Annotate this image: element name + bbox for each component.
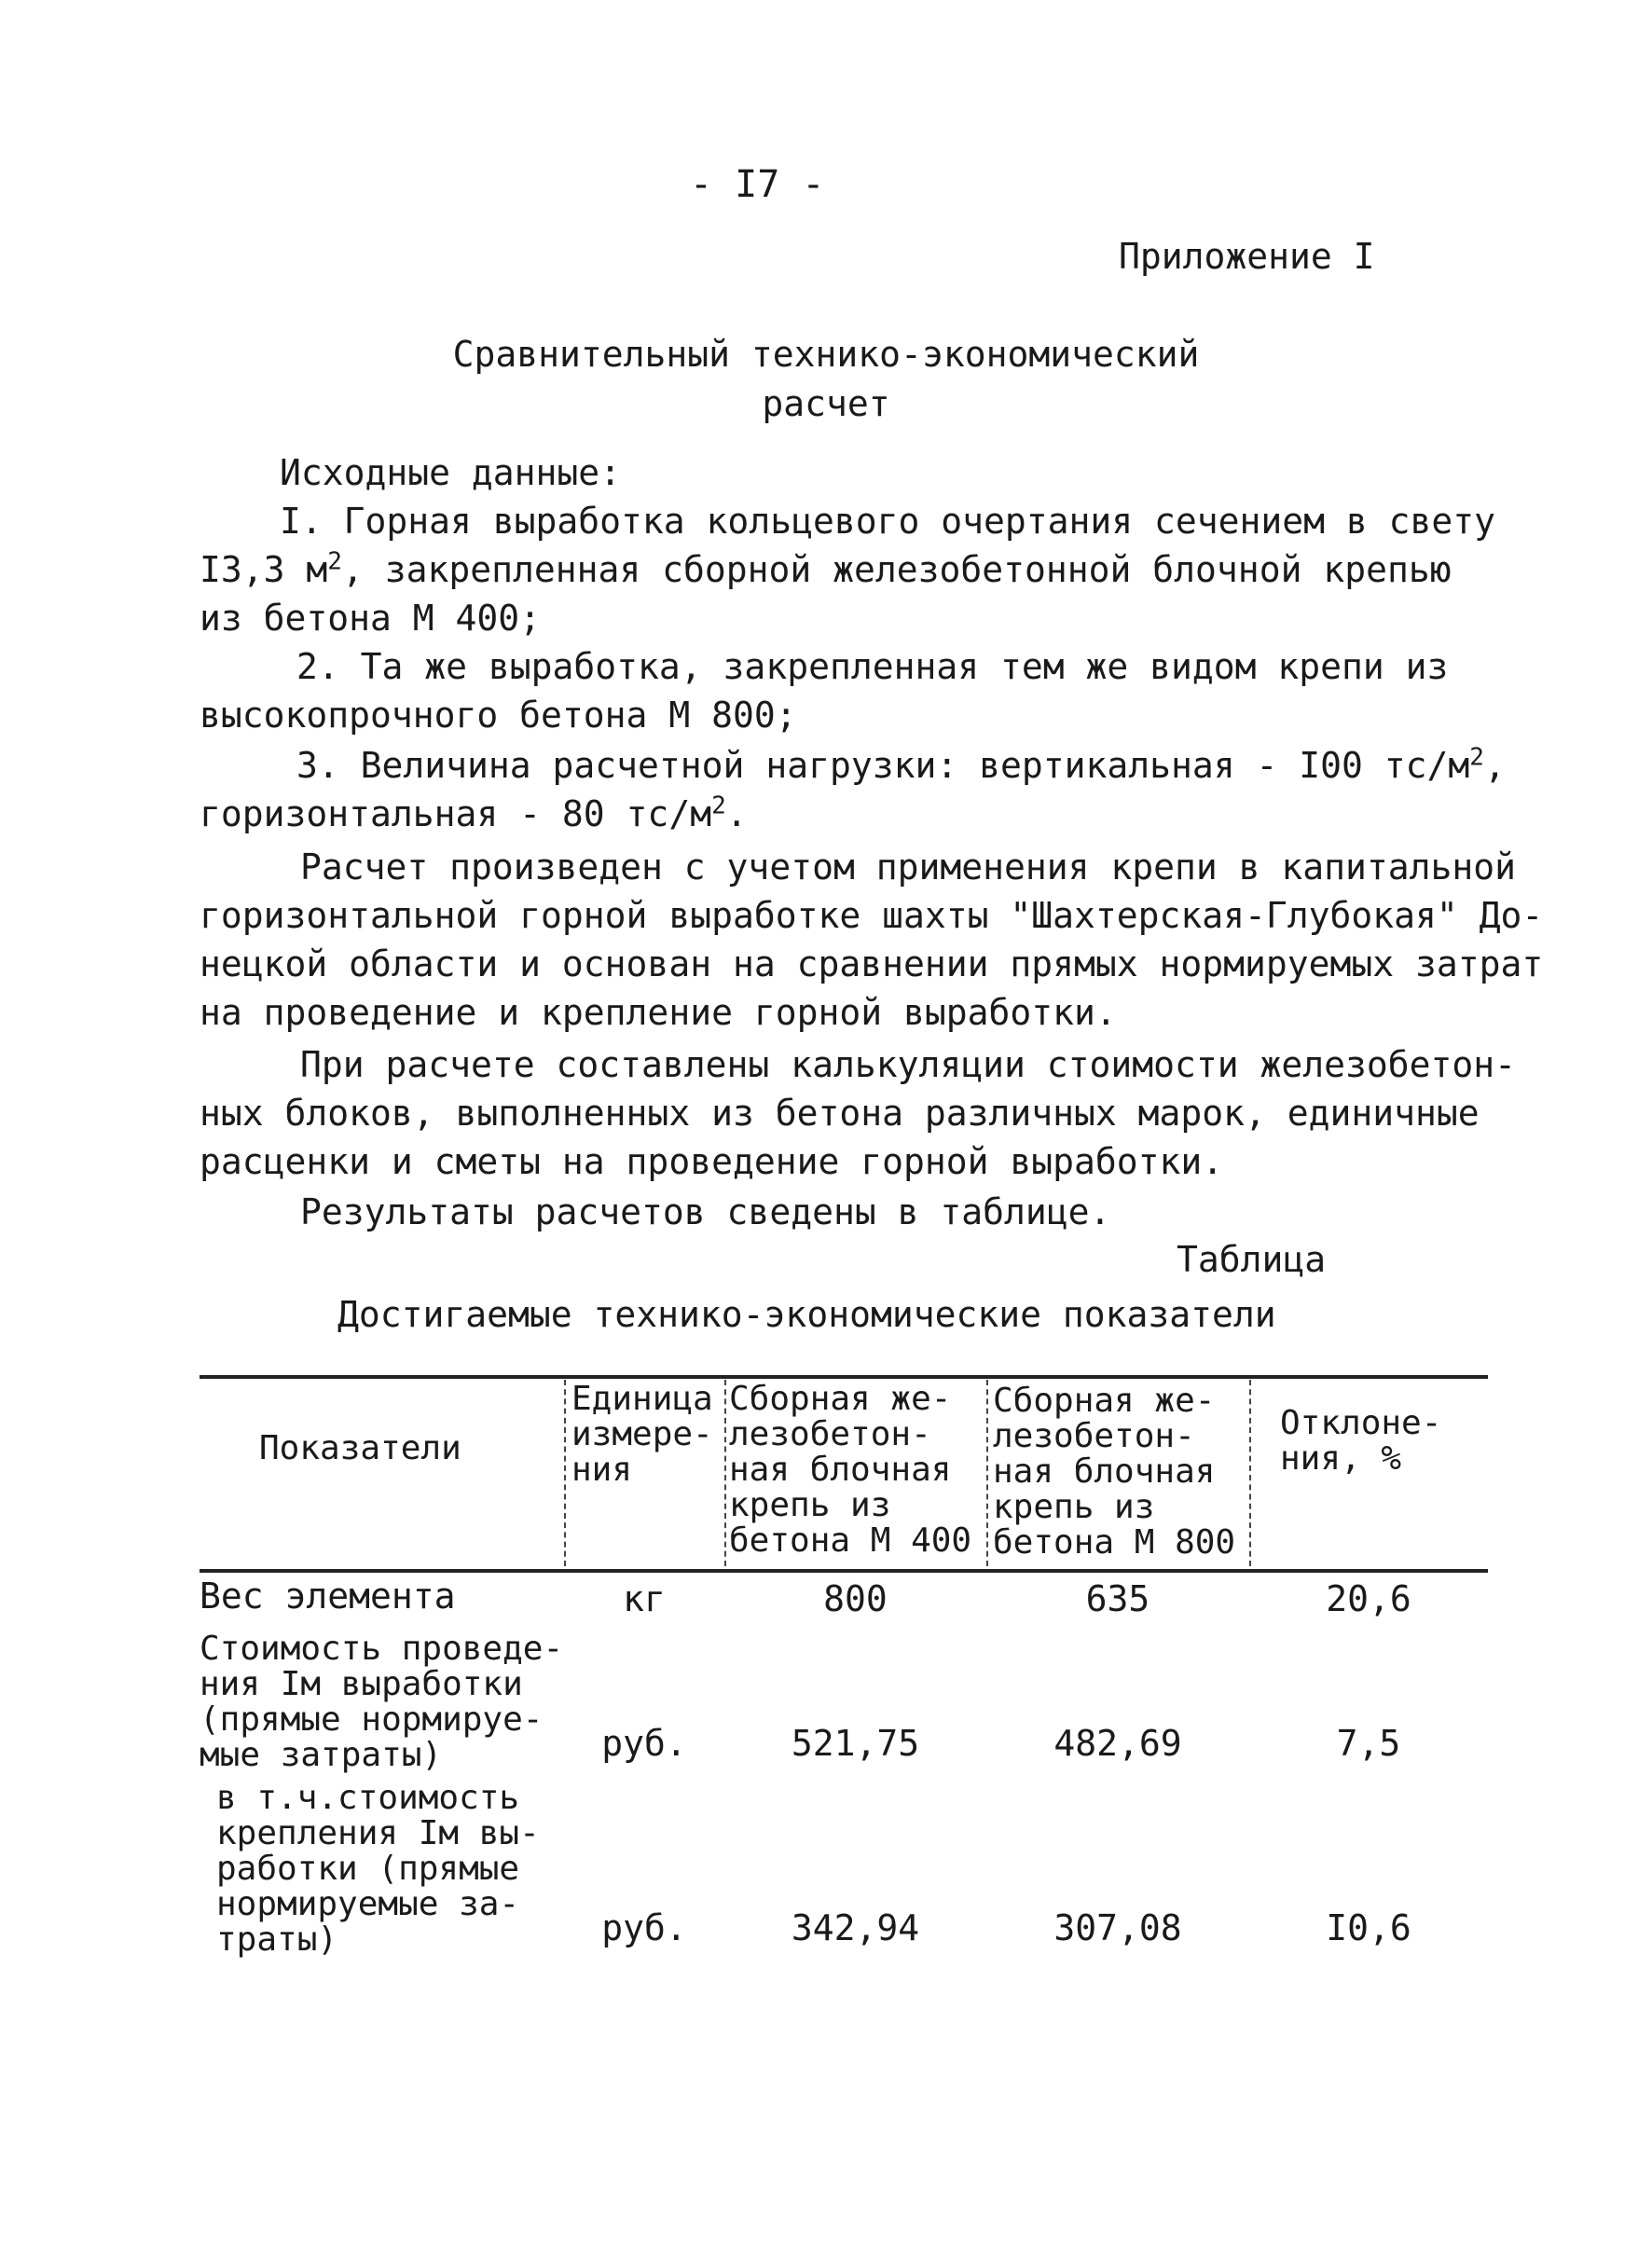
item-1-line-1: I. Горная выработка кольцевого очертания сечением в свету [280,501,1496,542]
item-1-line-2: I3,3 $м^2$, закрепленная сборной железобетонной блочной крепью [200,547,1452,590]
table-row-unit: руб. [601,1723,687,1764]
header-m400: Сборная же- лезобетон- ная блочная крепь из бетона М 400 [729,1380,972,1560]
table-row-m400: 521,75 [791,1723,920,1764]
item-2-line-1: 2. Та же выработка, закрепленная тем же видом крепи из [296,646,1449,687]
table-row-m800: 482,69 [1053,1723,1182,1764]
paragraph-2-line-1: При расчете составлены калькуляции стоимости железобетон- [300,1044,1517,1085]
paragraph-1-line-3: нецкой области и основан на сравнении прямых нормируемых затрат [200,943,1544,984]
table-row-unit: кг [623,1578,666,1619]
appendix-label: Приложение I [1119,236,1375,277]
document-title-line-2: расчет [762,383,890,424]
table-header-rule [200,1569,1488,1573]
table-row-m400: 342,94 [791,1907,920,1948]
page-number: - I7 - [690,163,825,206]
table-top-rule [200,1375,1488,1379]
header-unit: Единица измере- ния [571,1380,713,1489]
table-row-deviation: 20,6 [1326,1578,1411,1619]
table-row-m800: 307,08 [1053,1907,1182,1948]
paragraph-1-line-2: горизонтальной горной выработке шахты "Шахтерская-Глубокая" До- [200,895,1544,936]
item-3-line-2: горизонтальная - 80 $тс/м^2$. [200,791,748,834]
paragraph-1-line-1: Расчет произведен с учетом применения крепи в капитальной [300,846,1517,888]
table-row-m800: 635 [1085,1578,1150,1619]
header-indicators: Показатели [259,1429,461,1467]
item-2-line-2: высокопрочного бетона М 800; [200,695,797,736]
column-divider [724,1380,726,1566]
paragraph-1-line-4: на проведение и крепление горной выработки. [200,992,1117,1033]
column-divider [1249,1380,1251,1566]
table-row-name: Стоимость проведе- ния Iм выработки (прямые нормируе- мые затраты) [200,1630,564,1774]
column-divider [986,1380,988,1566]
table-caption: Достигаемые технико-экономические показатели [337,1294,1276,1335]
header-m800: Сборная же- лезобетон- ная блочная крепь из бетона М 800 [993,1382,1236,1562]
paragraph-3-line-1: Результаты расчетов сведены в таблице. [300,1191,1111,1232]
table-row-deviation: 7,5 [1336,1723,1401,1764]
table-row-m400: 800 [823,1578,888,1619]
column-divider [564,1380,566,1566]
table-label: Таблица [1177,1239,1327,1280]
table-row-name: Вес элемента [200,1576,456,1617]
table-row-deviation: I0,6 [1326,1907,1411,1948]
item-1-line-3: из бетона М 400; [200,598,542,639]
document-title-line-1: Сравнительный технико-экономический [452,334,1200,375]
paragraph-2-line-2: ных блоков, выполненных из бетона различных марок, единичные [200,1093,1480,1134]
item-3-line-1: 3. Величина расчетной нагрузки: вертикальная - I00 $тс/м^2$, [296,743,1506,786]
paragraph-2-line-3: расценки и сметы на проведение горной выработки. [200,1141,1224,1182]
initial-data-heading: Исходные данные: [280,452,622,493]
table-row-name: в т.ч.стоимость крепления Iм вы- работки (прямые нормируемые за- траты) [216,1779,540,1959]
table-row-unit: руб. [601,1907,687,1948]
header-deviation: Отклоне- ния, % [1280,1404,1442,1478]
